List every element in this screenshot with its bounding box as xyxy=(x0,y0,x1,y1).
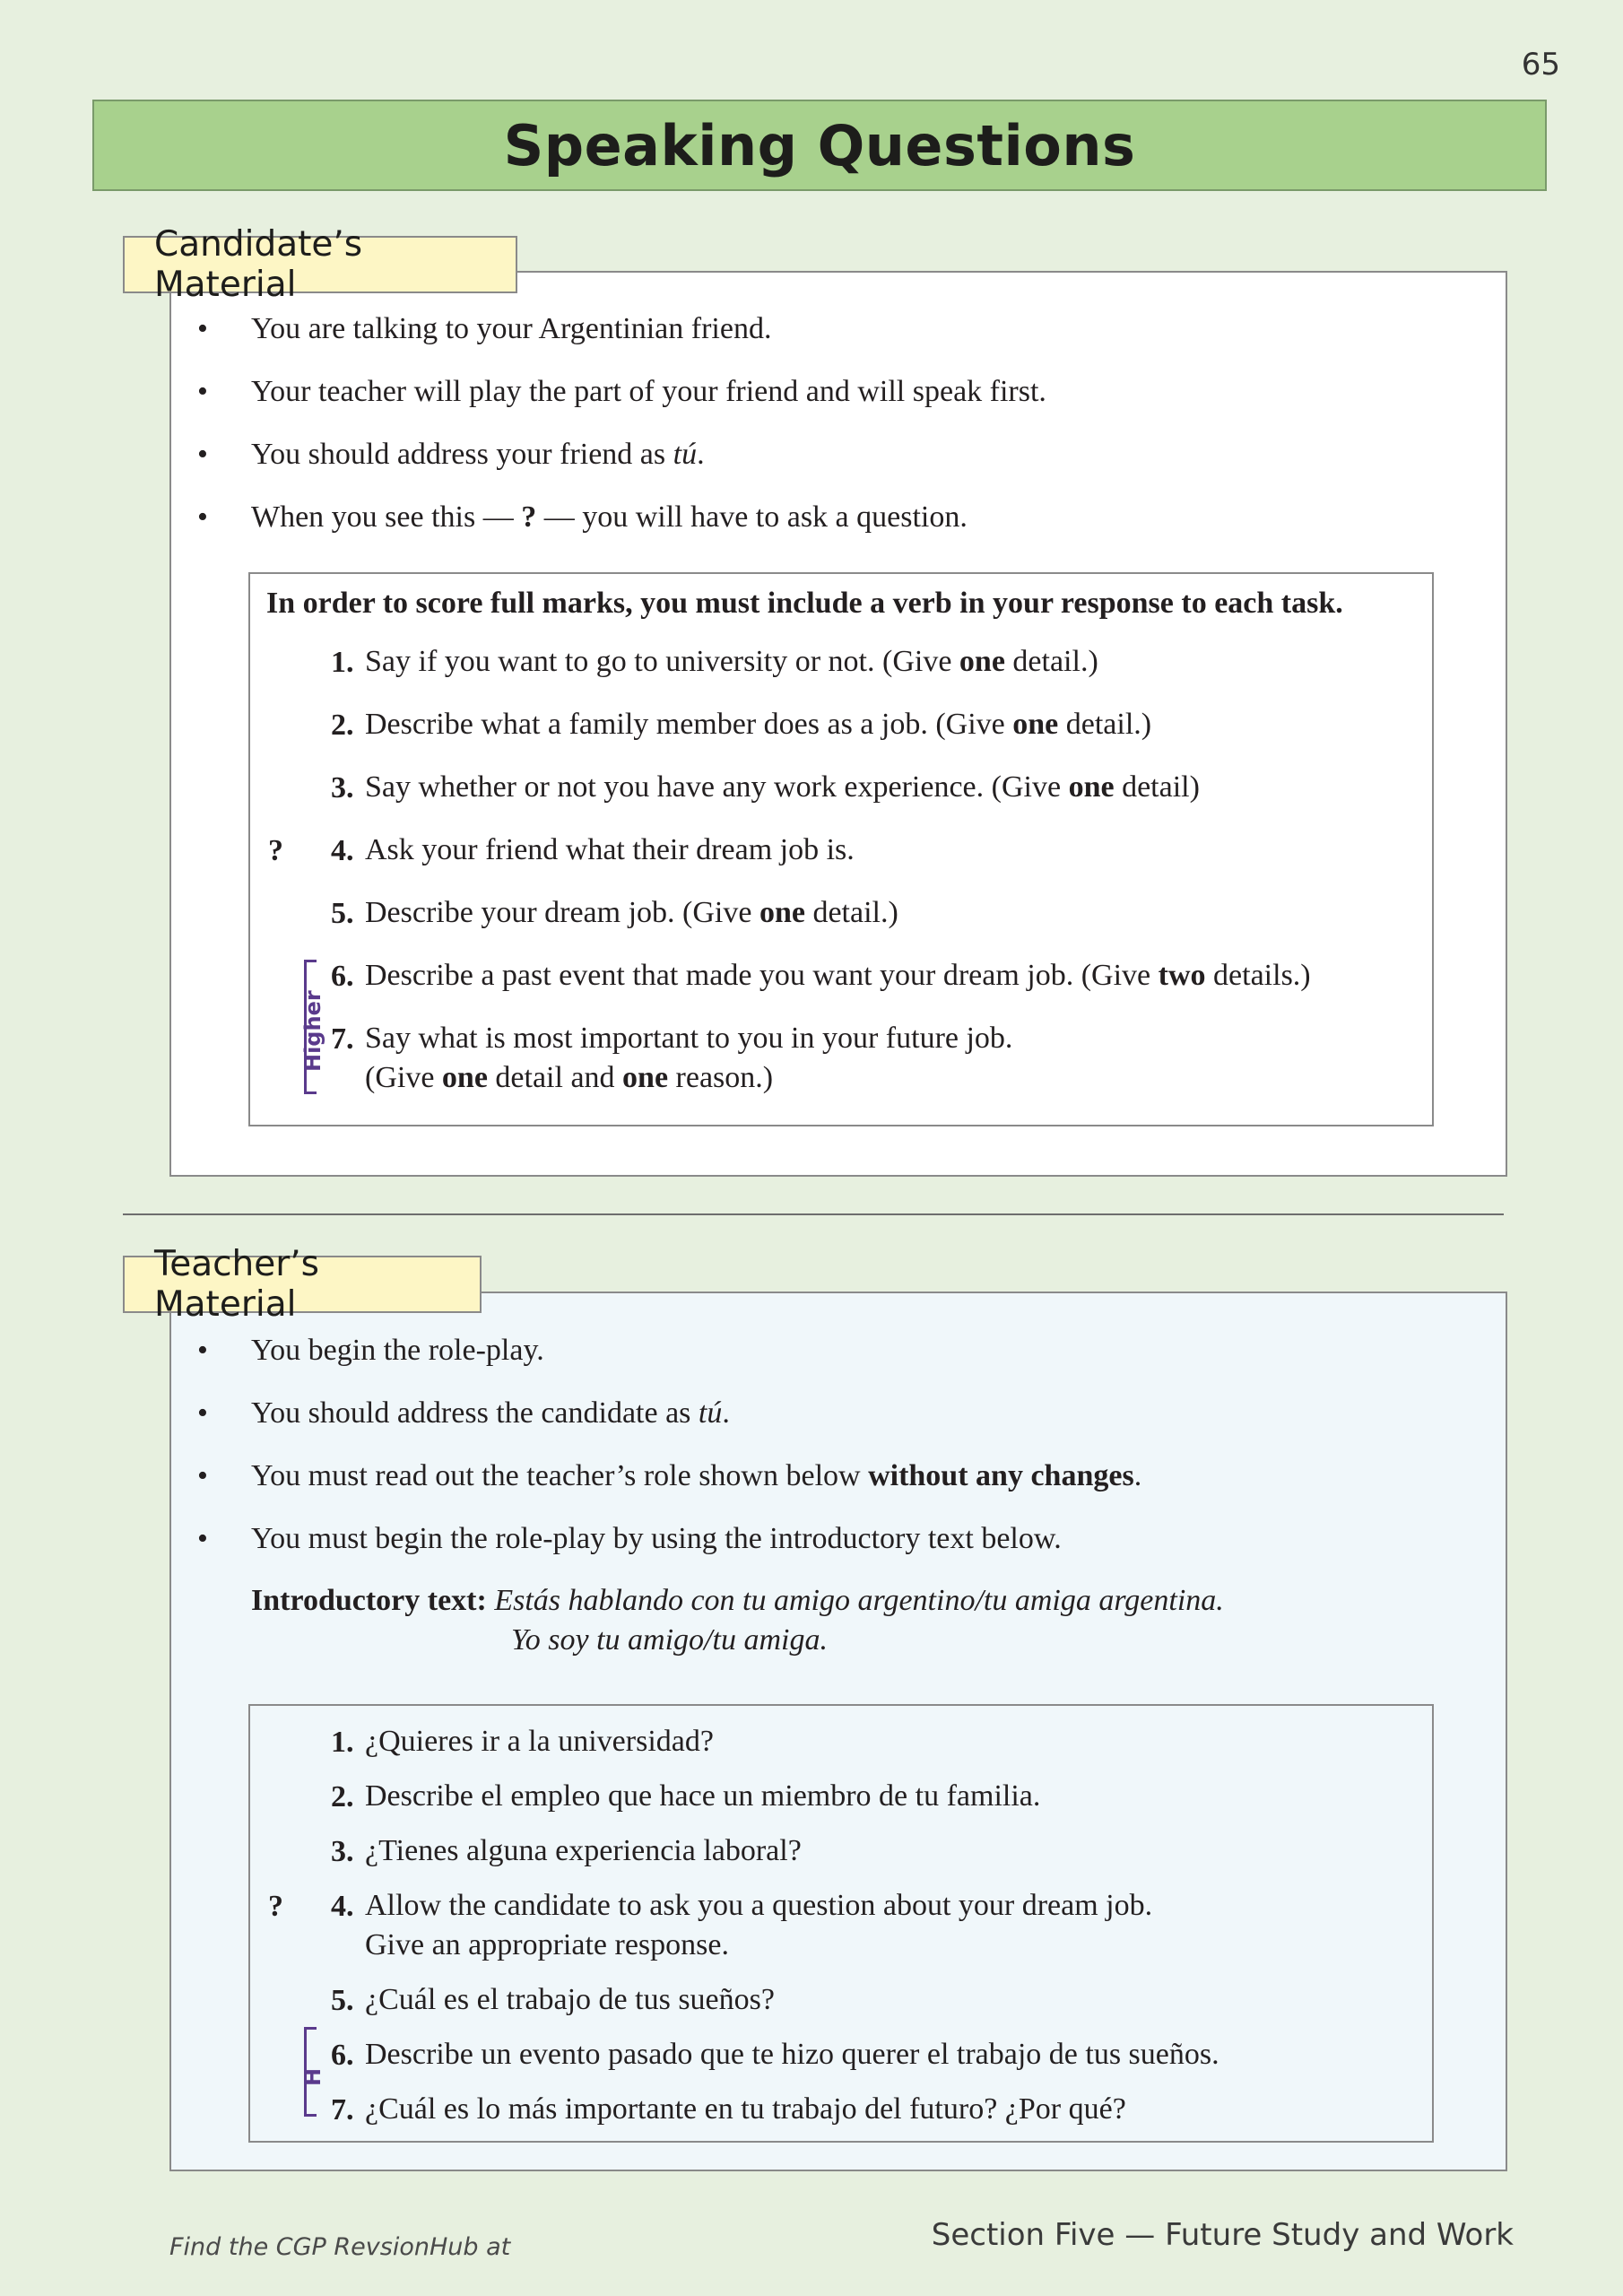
task-bold: one xyxy=(759,896,805,929)
bullet-icon: • xyxy=(197,312,208,345)
task-text: Describe un evento pasado que te hizo querer el trabajo de tus sueños. xyxy=(365,2038,1219,2071)
bullet-icon: • xyxy=(197,1334,208,1367)
list-item xyxy=(197,1396,1453,1438)
page-title: Speaking Questions xyxy=(503,112,1136,178)
bullet-text-end: — you will have to ask a question. xyxy=(536,500,968,534)
section-divider xyxy=(123,1213,1504,1215)
bullet-text: You should address your friend as xyxy=(251,438,673,471)
task-text-end: detail.) xyxy=(1004,645,1098,678)
bullet-icon: • xyxy=(197,500,208,534)
list-item xyxy=(197,1334,1453,1375)
task-number: 4. xyxy=(331,1890,354,1923)
task-text: Describe el empleo que hace un miembro de tu familia. xyxy=(365,1779,1041,1813)
task-number: 5. xyxy=(331,1984,354,2017)
task-bold: two xyxy=(1158,959,1206,992)
bullet-icon: • xyxy=(197,438,208,471)
task-bold: one xyxy=(1012,708,1059,741)
bullet-icon: • xyxy=(197,375,208,408)
list-item xyxy=(197,1459,1453,1500)
task-text: ¿Tienes alguna experiencia laboral? xyxy=(365,1834,802,1867)
list-item xyxy=(197,500,1453,542)
bullet-text: You must begin the role-play by using the introductory text below. xyxy=(251,1522,1062,1555)
task-text: (Give xyxy=(365,1061,442,1094)
list-item xyxy=(197,1522,1453,1563)
list-item xyxy=(197,312,1453,353)
bullet-italic: tú xyxy=(673,438,698,471)
task-number: 5. xyxy=(331,897,354,930)
task-text: ¿Cuál es el trabajo de tus sueños? xyxy=(365,1983,775,2016)
task-number: 4. xyxy=(331,834,354,867)
bullet-text: You must read out the teacher’s role shown below xyxy=(251,1459,869,1492)
question-mark-icon: ? xyxy=(521,500,537,534)
bullet-text-end: . xyxy=(697,438,705,471)
task-bold: one xyxy=(441,1061,488,1094)
higher-label: H xyxy=(300,2067,325,2086)
task-text: Describe a past event that made you want your dream job. (Give xyxy=(365,959,1159,992)
task-text: Describe what a family member does as a job. (Give xyxy=(365,708,1013,741)
higher-label: Higher xyxy=(300,990,325,1072)
bullet-text: You begin the role-play. xyxy=(251,1334,544,1367)
task-text-end: details.) xyxy=(1205,959,1311,992)
task-text: Say what is most important to you in your future job. xyxy=(365,1022,1013,1055)
task-number: 3. xyxy=(331,1835,354,1868)
task-text-end: detail) xyxy=(1114,770,1200,804)
title-banner xyxy=(92,100,1547,191)
candidate-tab-label: Candidate’s Material xyxy=(154,224,363,305)
question-marker-icon: ? xyxy=(268,1890,283,1923)
task-bold: one xyxy=(622,1061,669,1094)
task-heading: In order to score full marks, you must include a verb in your response to each task. xyxy=(266,587,1343,620)
task-bold: one xyxy=(1068,770,1115,804)
question-marker-icon: ? xyxy=(268,834,283,867)
bullet-text-end: . xyxy=(722,1396,730,1430)
bullet-text: You should address the candidate as xyxy=(251,1396,699,1430)
task-number: 2. xyxy=(331,709,354,742)
task-number: 3. xyxy=(331,771,354,804)
task-text: ¿Cuál es lo más importante en tu trabajo del futuro? ¿Por qué? xyxy=(365,2092,1126,2126)
task-text: ¿Quieres ir a la universidad? xyxy=(365,1725,714,1758)
task-bold: one xyxy=(959,645,1005,678)
task-text-end: detail.) xyxy=(1058,708,1152,741)
candidate-material-tab xyxy=(123,224,517,305)
teacher-material-tab xyxy=(123,1244,482,1325)
task-number: 2. xyxy=(331,1780,354,1813)
bullet-icon: • xyxy=(197,1522,208,1555)
list-item xyxy=(197,375,1453,416)
bullet-text: You are talking to your Argentinian friend. xyxy=(251,312,772,345)
task-text-line-2: Give an appropriate response. xyxy=(365,1928,729,1961)
bullet-text-end: . xyxy=(1133,1459,1142,1492)
task-number: 6. xyxy=(331,2039,354,2072)
teacher-tab-label: Teacher’s Material xyxy=(154,1244,319,1325)
task-number: 1. xyxy=(331,1726,354,1759)
task-number: 7. xyxy=(331,2093,354,2126)
list-item xyxy=(197,438,1453,479)
task-number: 7. xyxy=(331,1022,354,1056)
teacher-task-box xyxy=(248,1704,1434,2143)
task-number: 1. xyxy=(331,646,354,679)
task-text: Ask your friend what their dream job is. xyxy=(365,833,855,866)
intro-line-2: Yo soy tu amigo/tu amiga. xyxy=(511,1623,828,1657)
task-text-end: detail.) xyxy=(804,896,898,929)
bullet-italic: tú xyxy=(698,1396,723,1430)
task-text: Say if you want to go to university or not. (Give xyxy=(365,645,959,678)
bullet-icon: • xyxy=(197,1459,208,1492)
task-text-end: reason.) xyxy=(668,1061,774,1094)
page-number: 65 xyxy=(1521,47,1560,83)
bullet-bold: without any changes xyxy=(868,1459,1134,1492)
intro-label: Introductory text: xyxy=(251,1584,487,1617)
task-text: detail and xyxy=(487,1061,623,1094)
task-text: Say whether or not you have any work experience. (Give xyxy=(365,770,1069,804)
task-text: Describe your dream job. (Give xyxy=(365,896,759,929)
bullet-icon: • xyxy=(197,1396,208,1430)
bullet-text: Your teacher will play the part of your friend and will speak first. xyxy=(251,375,1046,408)
candidate-task-box xyxy=(248,572,1434,1126)
intro-line-1: Estás hablando con tu amigo argentino/tu amiga argentina. xyxy=(494,1584,1224,1617)
bullet-text: When you see this — xyxy=(251,500,522,534)
task-number: 6. xyxy=(331,960,354,993)
footer-left: Find the CGP RevsionHub at xyxy=(169,2233,511,2261)
footer-section-title: Section Five — Future Study and Work xyxy=(931,2217,1514,2253)
task-text: Allow the candidate to ask you a question about your dream job. xyxy=(365,1889,1153,1922)
